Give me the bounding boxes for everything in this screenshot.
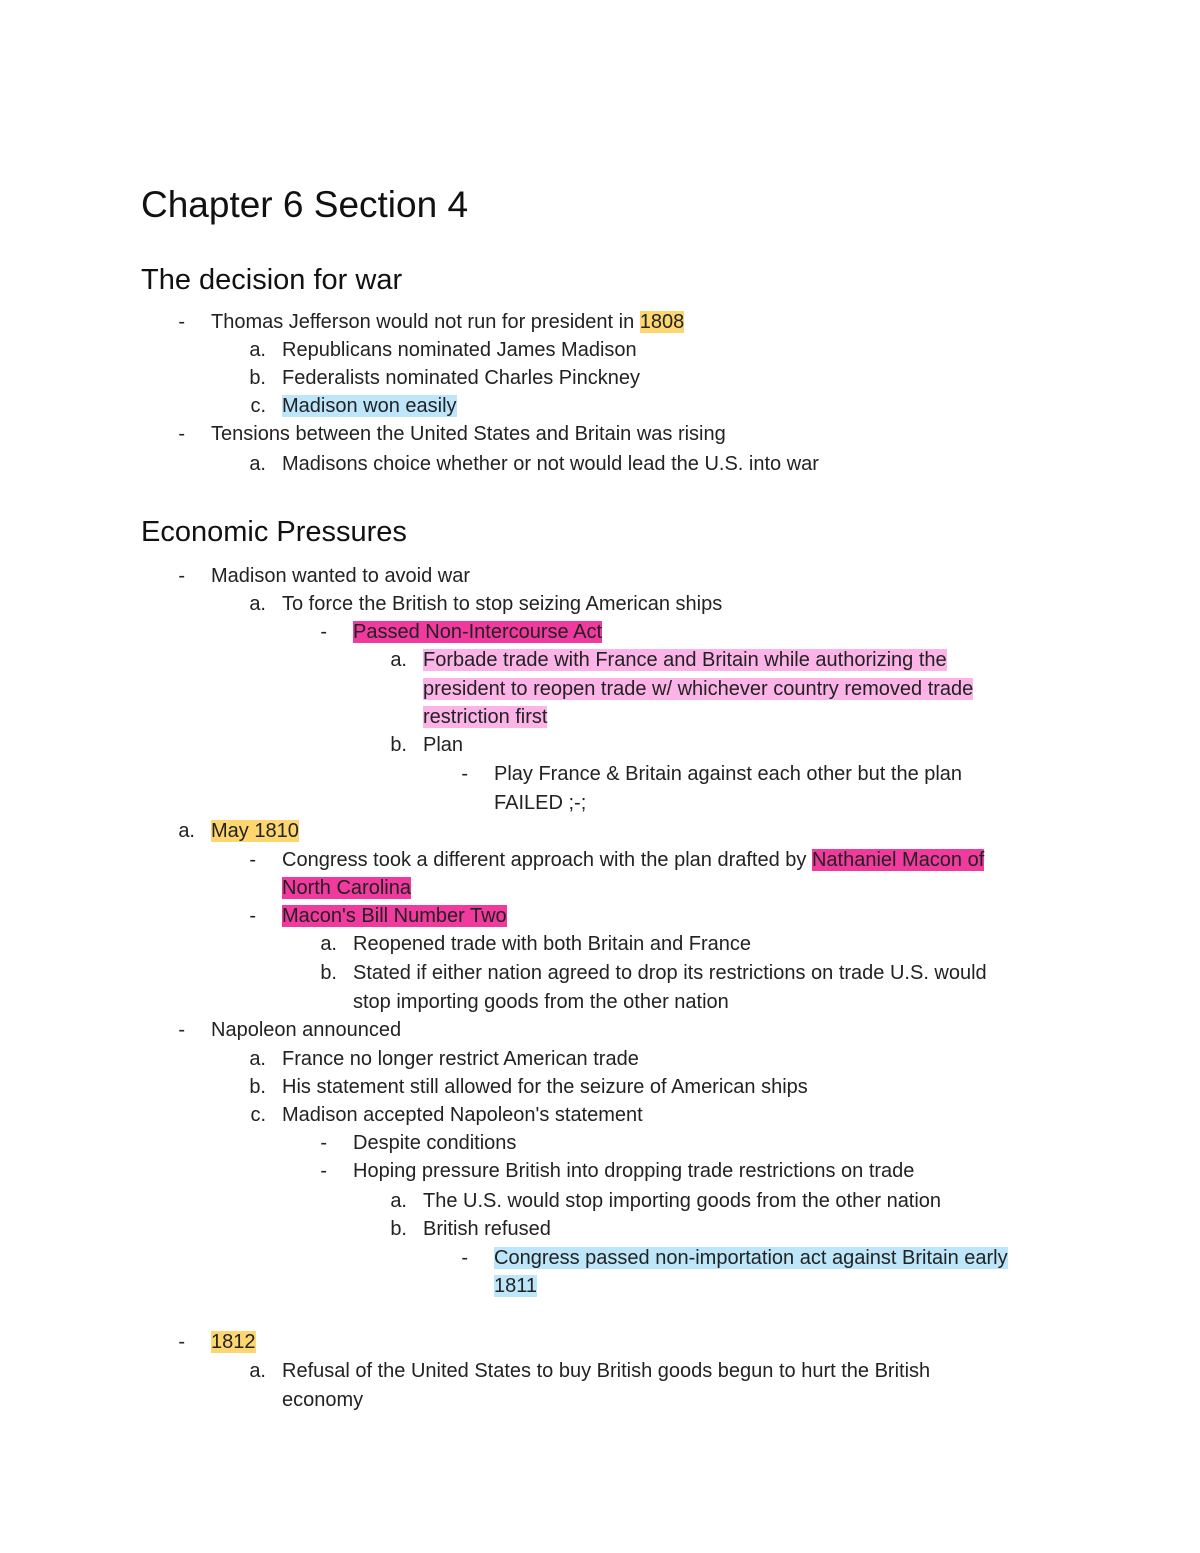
bullet-letter: a. [178, 820, 195, 842]
list-item: His statement still allowed for the seizure of American ships [282, 1076, 808, 1098]
bullet-dash: - [178, 1019, 185, 1041]
list-item: Madison wanted to avoid war [211, 565, 471, 587]
highlight-pink: president to reopen trade w/ whichever country removed trade [423, 678, 974, 700]
bullet-letter: a. [249, 1360, 266, 1382]
list-item: Reopened trade with both Britain and France [353, 933, 752, 955]
list-item: Refusal of the United States to buy British goods begun to hurt the British [282, 1360, 931, 1382]
bullet-dash: - [178, 1331, 185, 1353]
bullet-letter: c. [250, 1104, 266, 1126]
list-item: Thomas Jefferson would not run for president in 1808 [211, 311, 685, 333]
bullet-dash: - [461, 1247, 468, 1269]
highlight-blue: Madison won easily [282, 395, 457, 417]
bullet-letter: a. [249, 339, 266, 361]
bullet-letter: a. [390, 1190, 407, 1212]
list-item-continuation [282, 874, 411, 902]
bullet-letter: c. [250, 395, 266, 417]
list-item: Republicans nominated James Madison [282, 339, 637, 361]
list-item-continuation: economy [282, 1389, 364, 1411]
list-item: Napoleon announced [211, 1019, 402, 1041]
list-item: Play France & Britain against each other but the plan [494, 763, 963, 785]
list-item: The U.S. would stop importing goods from the other nation [423, 1190, 942, 1212]
page-title: Chapter 6 Section 4 [141, 184, 469, 225]
bullet-dash: - [249, 905, 256, 927]
highlight-blue: 1811 [494, 1275, 538, 1297]
list-item [423, 646, 947, 674]
bullet-dash: - [320, 621, 327, 643]
list-item [282, 392, 457, 420]
list-item: Plan [423, 734, 464, 756]
list-item: Federalists nominated Charles Pinckney [282, 367, 640, 389]
section-heading-economic: Economic Pressures [141, 516, 407, 548]
bullet-letter: a. [249, 1048, 266, 1070]
highlight-magenta: Macon's Bill Number Two [282, 905, 507, 927]
list-item [211, 1328, 256, 1356]
bullet-letter: b. [390, 1218, 407, 1240]
bullet-letter: a. [390, 649, 407, 671]
list-item-continuation [423, 703, 547, 731]
list-item [211, 817, 299, 845]
bullet-letter: b. [390, 734, 407, 756]
list-item: Tensions between the United States and Britain was rising [211, 423, 726, 445]
highlight-pink: Forbade trade with France and Britain while authorizing the [423, 649, 947, 671]
list-item: To force the British to stop seizing American ships [282, 593, 723, 615]
list-item-continuation [423, 675, 973, 703]
bullet-dash: - [178, 423, 185, 445]
list-item-continuation: stop importing goods from the other nation [353, 991, 729, 1013]
list-item: Madison accepted Napoleon's statement [282, 1104, 643, 1126]
list-item: Despite conditions [353, 1132, 517, 1154]
list-item: France no longer restrict American trade [282, 1048, 639, 1070]
list-item: Stated if either nation agreed to drop its restrictions on trade U.S. would [353, 962, 987, 984]
bullet-dash: - [249, 849, 256, 871]
section-heading-decision: The decision for war [141, 264, 403, 296]
bullet-dash: - [178, 565, 185, 587]
list-item-continuation [494, 1272, 537, 1300]
bullet-dash: - [461, 763, 468, 785]
highlight-year: 1812 [211, 1331, 256, 1353]
bullet-letter: a. [249, 453, 266, 475]
list-item [353, 618, 602, 646]
highlight-year: May 1810 [211, 820, 299, 842]
bullet-dash: - [320, 1132, 327, 1154]
highlight-blue: Congress passed non-importation act against Britain early [494, 1247, 1008, 1269]
list-item: Hoping pressure British into dropping trade restrictions on trade [353, 1160, 915, 1182]
list-item [494, 1244, 1008, 1272]
list-item [282, 902, 507, 930]
highlight-magenta: Passed Non-Intercourse Act [353, 621, 603, 643]
bullet-dash: - [320, 1160, 327, 1182]
highlight-year: 1808 [639, 311, 685, 333]
list-item-continuation: FAILED ;-; [494, 792, 587, 814]
bullet-letter: a. [320, 933, 337, 955]
bullet-letter: a. [249, 593, 266, 615]
list-item: Madisons choice whether or not would lead the U.S. into war [282, 453, 819, 475]
highlight-magenta: North Carolina [282, 877, 411, 899]
highlight-pink: restriction first [423, 706, 548, 728]
list-item: Congress took a different approach with the plan drafted by Nathaniel Macon of [282, 849, 985, 871]
bullet-letter: b. [249, 367, 266, 389]
bullet-dash: - [178, 311, 185, 333]
highlight-magenta: Nathaniel Macon of [811, 849, 985, 871]
bullet-letter: b. [249, 1076, 266, 1098]
bullet-letter: b. [320, 962, 337, 984]
list-item: British refused [423, 1218, 551, 1240]
